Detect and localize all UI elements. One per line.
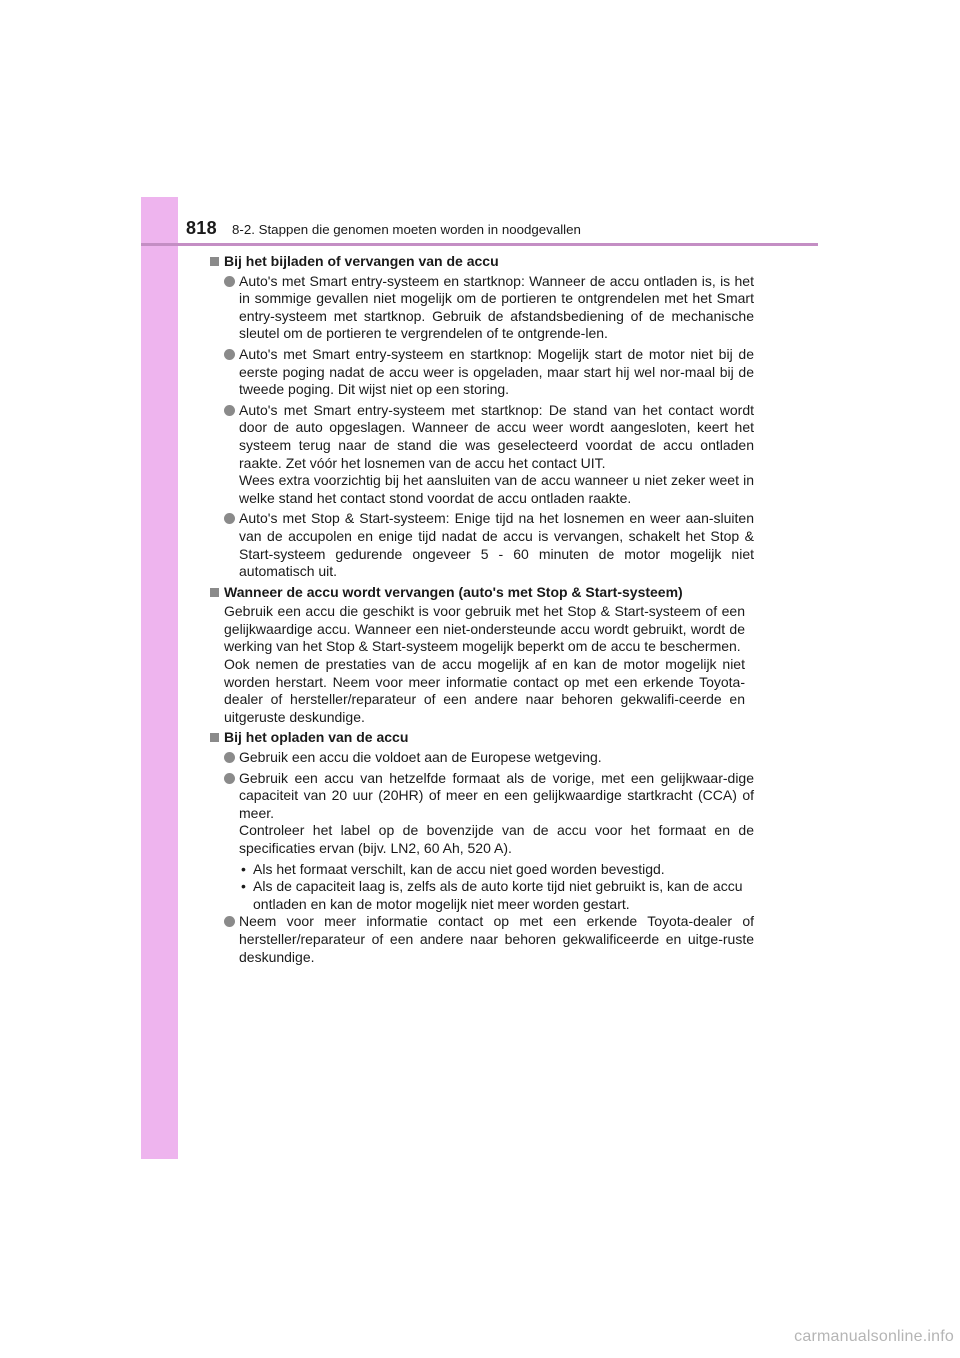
list-item-text: Auto's met Stop & Start-systeem: Enige tijd na het losnemen en weer aan-sluiten van de accupolen en enige tijd nadat de accu is vervangen, schakelt het Stop & Start-systeem gedurende ongeveer 5 - 60 minuten de motor mogelijk niet automatisch uit. bbox=[239, 510, 754, 580]
circle-bullet-icon bbox=[224, 276, 235, 287]
square-bullet-icon bbox=[210, 733, 219, 742]
list-item-text: Gebruik een accu van hetzelfde formaat als de vorige, met een gelijkwaar-dige capaciteit van 20 uur (20HR) of meer en een gelijkwaardige startkracht (CCA) of meer. bbox=[239, 769, 754, 821]
header-rule bbox=[141, 243, 818, 246]
list-item-text: Auto's met Smart entry-systeem en startknop: Mogelijk start de motor niet bij de eerste poging nadat de accu weer is opgeladen, maar start hij wel nor-maal bij de tweede poging. Dit wijst niet op een storing. bbox=[239, 345, 754, 398]
section-title: 8-2. Stappen die genomen moeten worden in noodgevallen bbox=[232, 222, 581, 237]
list-item-text: Wees extra voorzichtig bij het aansluiten van de accu wanneer u niet zeker weet in welke stand het contact stond voordat de accu ontladen raakte. bbox=[239, 472, 754, 506]
list-item bbox=[210, 913, 754, 966]
section-heading bbox=[210, 253, 754, 271]
sub-list-item bbox=[210, 861, 754, 879]
section-heading bbox=[210, 729, 754, 747]
heading-text: Bij het bijladen of vervangen van de accu bbox=[224, 253, 499, 269]
page-content bbox=[210, 253, 754, 969]
paragraph bbox=[210, 603, 754, 726]
circle-bullet-icon bbox=[224, 513, 235, 524]
dot-bullet-icon: • bbox=[241, 860, 246, 877]
list-item bbox=[210, 770, 754, 858]
circle-bullet-icon bbox=[224, 773, 235, 784]
heading-text: Wanneer de accu wordt vervangen (auto's met Stop & Start-systeem) bbox=[224, 583, 683, 600]
square-bullet-icon bbox=[210, 257, 219, 266]
watermark: carmanualsonline.info bbox=[794, 1328, 954, 1345]
list-item bbox=[210, 749, 754, 767]
list-item bbox=[210, 510, 754, 580]
heading-text: Bij het opladen van de accu bbox=[224, 729, 409, 746]
circle-bullet-icon bbox=[224, 349, 235, 360]
list-item-text: Auto's met Smart entry-systeem met startknop: De stand van het contact wordt door de auto opgeslagen. Wanneer de accu weer wordt aangesloten, keert het systeem terug naar de stand die was geselecteerd voordat de accu ontladen raakte. Zet vóór het losnemen van de accu het contact UIT. bbox=[239, 401, 754, 471]
chapter-side-tab bbox=[141, 197, 178, 1159]
list-item-text: Neem voor meer informatie contact op met een erkende Toyota-dealer of hersteller/reparateur of een andere naar behoren gekwalificeerde en uitge-ruste deskundige. bbox=[239, 913, 754, 965]
page-number: 818 bbox=[186, 218, 217, 238]
paragraph-text: Ook nemen de prestaties van de accu mogelijk af en kan de motor mogelijk niet worden herstart. Neem voor meer informatie contact op met een erkende Toyota-dealer of hersteller/reparateur of een andere naar behoren gekwalifi-ceerde en uitgeruste deskundige. bbox=[224, 656, 745, 725]
sub-list-item-text: Als het formaat verschilt, kan de accu niet goed worden bevestigd. bbox=[253, 860, 665, 877]
sub-list-item-text: Als de capaciteit laag is, zelfs als de auto korte tijd niet gebruikt is, kan de accu ontladen en kan de motor mogelijk niet meer worden gestart. bbox=[253, 878, 743, 912]
circle-bullet-icon bbox=[224, 405, 235, 416]
list-item-text: Gebruik een accu die voldoet aan de Europese wetgeving. bbox=[239, 749, 602, 766]
sub-list-item bbox=[210, 878, 754, 913]
circle-bullet-icon bbox=[224, 916, 235, 927]
section-heading bbox=[210, 584, 754, 602]
list-item-text: Controleer het label op de bovenzijde van de accu voor het formaat en de specificaties ervan (bijv. LN2, 60 Ah, 520 A). bbox=[239, 822, 754, 856]
list-item bbox=[210, 273, 754, 343]
circle-bullet-icon bbox=[224, 752, 235, 763]
dot-bullet-icon: • bbox=[241, 878, 246, 895]
list-item-text: Auto's met Smart entry-systeem en startknop: Wanneer de accu ontladen is, is het in sommige gevallen niet mogelijk om de portieren te ontgrendelen met het Smart entry-systeem met startknop. Gebruik de afstandsbediening of de mechanische sleutel om de portieren te vergrendelen of te ontgrende-len. bbox=[239, 272, 754, 342]
list-item bbox=[210, 346, 754, 399]
list-item bbox=[210, 402, 754, 508]
square-bullet-icon bbox=[210, 588, 219, 597]
paragraph-text: Gebruik een accu die geschikt is voor gebruik met het Stop & Start-systeem of een gelijkwaardige accu. Wanneer een niet-ondersteunde accu wordt gebruikt, wordt de werking van het Stop & Start-systeem mogelijk beperkt om de accu te beschermen. bbox=[224, 603, 745, 655]
